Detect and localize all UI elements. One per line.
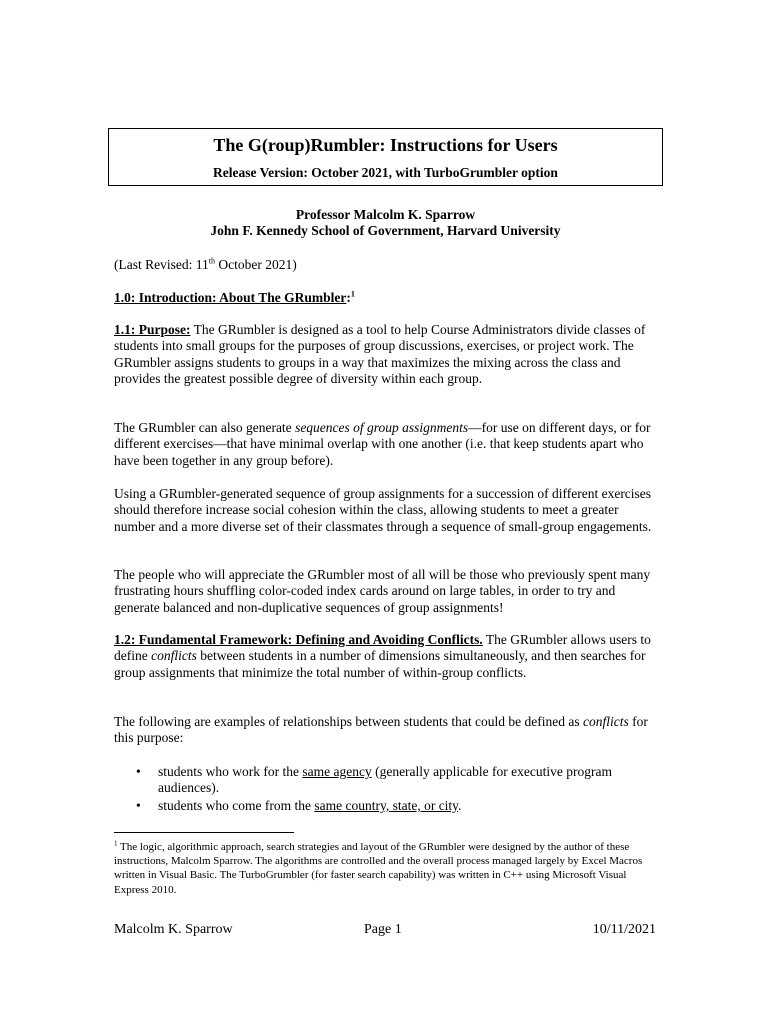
para2-emphasis: sequences of group assignments (295, 420, 469, 435)
author-affiliation: John F. Kennedy School of Government, Harvard University (210, 223, 561, 238)
section-1-0-title: 1.0: Introduction: About The GRumbler (114, 290, 347, 305)
last-revised (114, 257, 660, 273)
list-item (114, 764, 660, 797)
section-1-1-heading: 1.1: Purpose: (114, 322, 191, 337)
footnote-ref[interactable]: 1 (350, 289, 355, 299)
last-revised-prefix: (Last Revised: 11 (114, 257, 209, 272)
bullet-underlined: same country, state, or city (314, 797, 459, 813)
bullet-icon: • (136, 764, 141, 779)
footer-author: Malcolm K. Sparrow (114, 922, 233, 937)
section-1-2-heading: 1.2: Fundamental Framework: Defining and Avoiding Conflicts. (114, 632, 483, 647)
section-1-1-para-2 (114, 420, 660, 469)
bullet-icon: • (136, 797, 141, 813)
section-1-1-text: The GRumbler is designed as a tool to help Course Administrators divide classes of students into small groups for the purposes of group discussions, exercises, or project work. The GRumbler assigns students to groups in a way that maximizes the mixing across the class and provides the greatest possible degree of diversity within each group. (114, 322, 646, 387)
title-box (108, 128, 663, 186)
section-1-2-emphasis: conflicts (151, 648, 197, 664)
bullet-text-a: students who come from the (158, 797, 315, 813)
last-revised-sup: th (208, 256, 215, 266)
section-1-2-text-b: between students in a number of dimensions simultaneously, and then searches for group assignments that minimize the total number of within-group conflicts. (114, 648, 646, 680)
bullet-underlined: same agency (302, 764, 372, 779)
section-1-1-para-4: The people who will appreciate the GRumbler most of all will be those who previously spent many frustrating hours shuffling color-coded index cards around on large tables, in order to try and generate balanced and non-duplicative sequences of group assignments! (114, 567, 651, 615)
section-1-2-p2-emphasis: conflicts (583, 714, 629, 729)
list-item (114, 798, 660, 814)
footnote-marker: 1 (114, 839, 118, 848)
footer-date: 10/11/2021 (592, 922, 656, 937)
para2-text-a: The GRumbler can also generate (114, 420, 296, 435)
footnote (114, 840, 644, 897)
footer-page-number: Page 1 (364, 922, 402, 937)
conflict-examples-list (114, 764, 660, 815)
author-name: Professor Malcolm K. Sparrow (295, 207, 476, 222)
section-1-2-p2-text-a: The following are examples of relationships between students that could be defined as (114, 714, 583, 729)
section-1-1-para-3: Using a GRumbler-generated sequence of group assignments for a succession of different exercises should therefore increase social cohesion within the class, allowing students to meet a greater number and a more diverse set of their classmates through a sequence of small-group engagements. (114, 486, 652, 534)
section-1-2-p2-text-b: for this purpose: (114, 714, 648, 746)
footnote-divider (114, 832, 294, 833)
section-1-2-text-a: The GRumbler allows users to define (114, 632, 651, 664)
bullet-text-b: . (458, 797, 462, 813)
bullet-text-b: (generally applicable for executive program audiences). (158, 764, 612, 796)
bullet-text-a: students who work for the (158, 764, 303, 779)
section-1-2-para-2 (114, 714, 660, 747)
footnote-text: The logic, algorithmic approach, search strategies and layout of the GRumbler were designed by the author of these instructions, Malcolm Sparrow. The algorithms are controlled and the overall process managed largely by Excel Macros written in Visual Basic. The TurboGrumbler (for faster search capability) was written in C++ using Microsoft Visual Express 2010. (114, 841, 643, 896)
document-title: The G(roup)Rumbler: Instructions for Users (213, 135, 558, 155)
para2-text-b: —for use on different days, or for different exercises—that have minimal overlap with one another (i.e. that keep students apart who have been together in any group before). (114, 420, 651, 468)
section-1-0-colon: : (346, 290, 351, 305)
last-revised-suffix: October 2021) (214, 257, 297, 272)
release-version: Release Version: October 2021, with TurboGrumbler option (213, 165, 558, 180)
section-1-1-para-1 (114, 322, 660, 388)
section-1-2-para-1 (114, 632, 660, 681)
section-1-0-heading (114, 290, 660, 306)
page-footer (114, 922, 660, 940)
